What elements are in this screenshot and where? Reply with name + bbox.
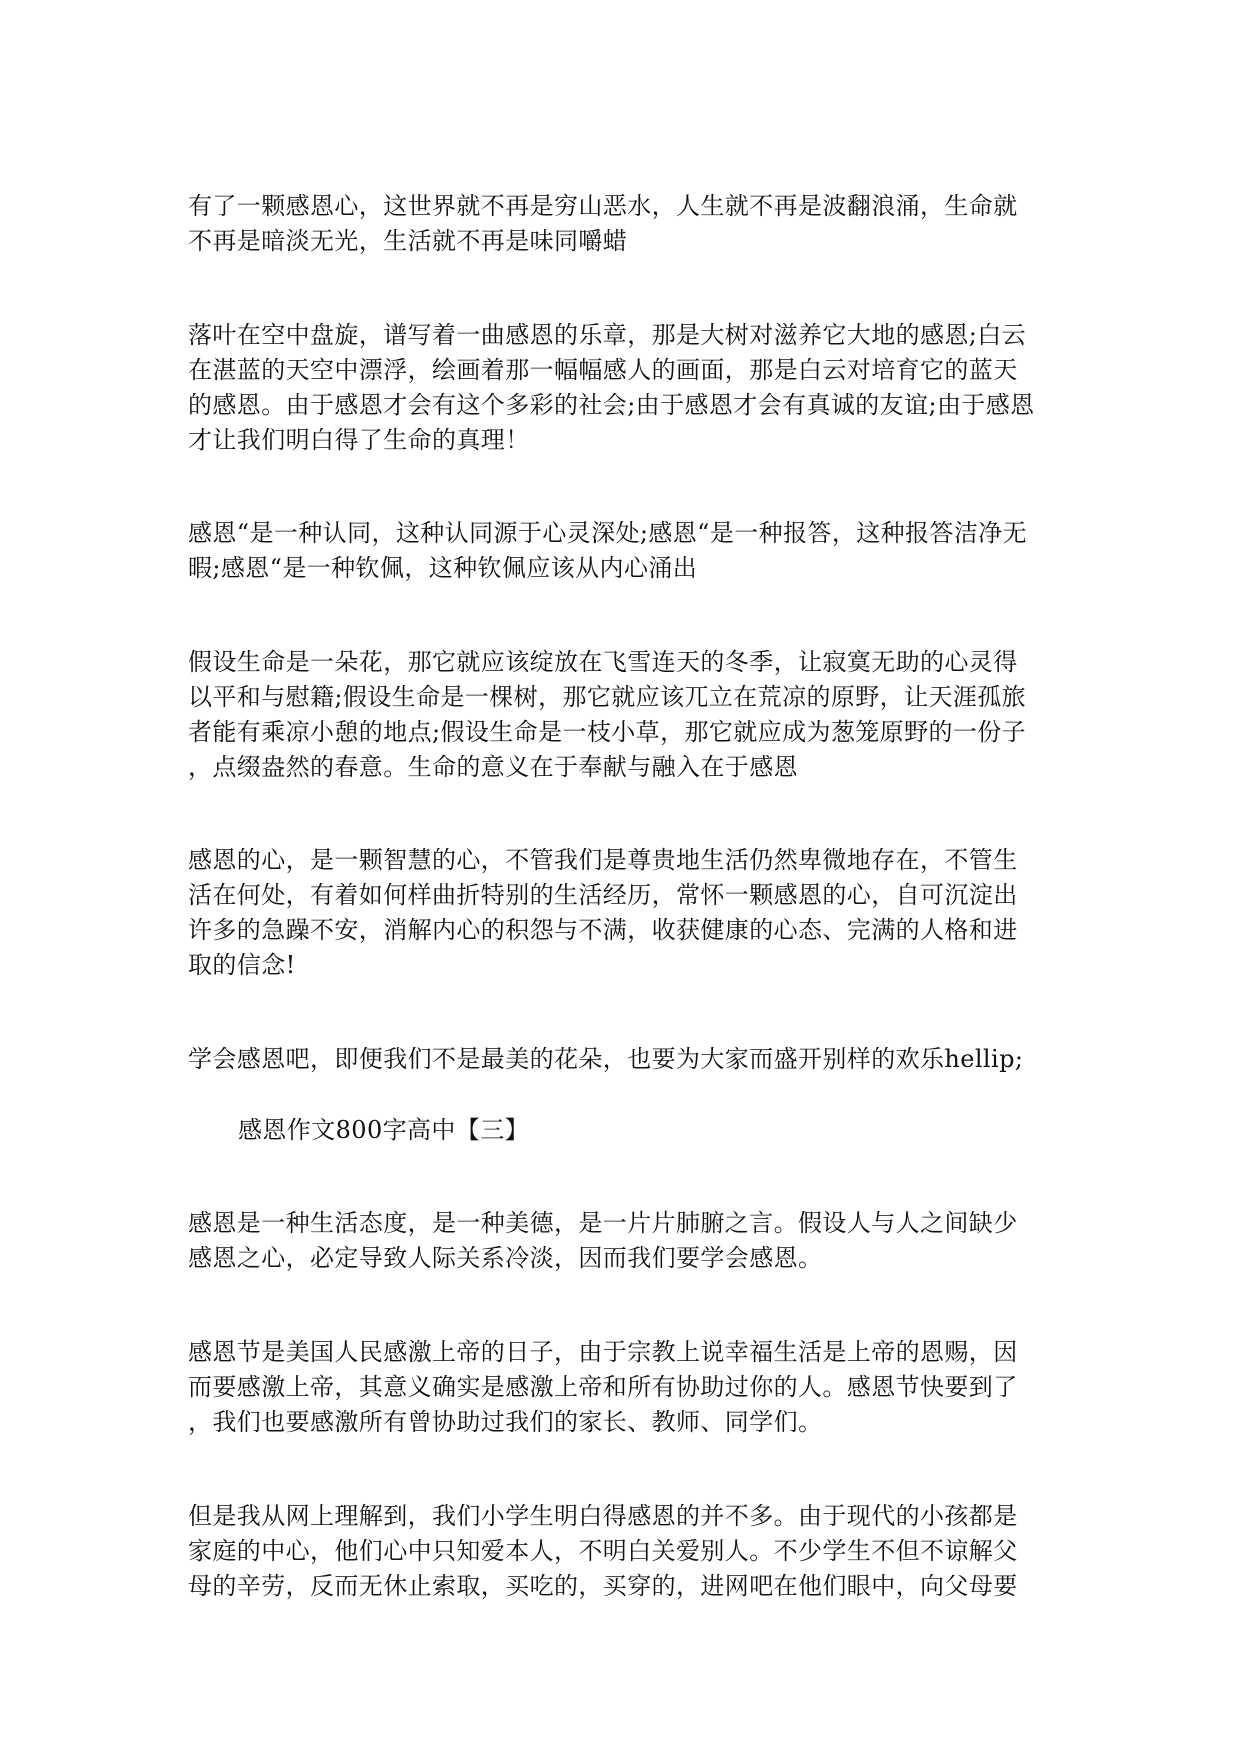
paragraph-falling-leaves [188, 318, 1068, 458]
paragraph-gratitude-definition [188, 516, 1068, 586]
text-line: 有了一颗感恩心，这世界就不再是穷山恶水，人生就不再是波翻浪涌，生命就 [188, 192, 1018, 220]
text-line: ，我们也要感激所有曾协助过我们的家长、教师、同学们。 [188, 1408, 823, 1436]
text-line: 才让我们明白得了生命的真理！ [188, 426, 530, 454]
text-line: 母的辛劳，反而无休止索取，买吃的，买穿的，进网吧在他们眼中，向父母要 [188, 1572, 1018, 1600]
text-line: 以平和与慰籍;假设生命是一棵树，那它就应该兀立在荒凉的原野，让天涯孤旅 [188, 683, 1027, 711]
paragraph-wise-heart [188, 843, 1068, 983]
section-heading: 感恩作文800字高中【三】 [238, 1116, 530, 1144]
paragraph-if-life-is-flower [188, 645, 1068, 785]
text-line: 家庭的中心，他们心中只知爱本人，不明白关爱别人。不少学生不但不谅解父 [188, 1537, 1018, 1565]
text-line: 在湛蓝的天空中漂浮，绘画着那一幅幅感人的画面，那是白云对培育它的蓝天 [188, 356, 1018, 384]
text-line: 许多的急躁不安，消解内心的积怨与不满，收获健康的心态、完满的人格和进 [188, 916, 1018, 944]
paragraph-learn-gratitude [188, 1042, 1068, 1077]
paragraph-thanksgiving [188, 1335, 1068, 1440]
text-line: ，点缀盎然的春意。生命的意义在于奉献与融入在于感恩 [188, 753, 798, 781]
text-line: 但是我从网上理解到，我们小学生明白得感恩的并不多。由于现代的小孩都是 [188, 1502, 1018, 1530]
text-line: 暇;感恩“是一种钦佩，这种钦佩应该从内心涌出 [188, 554, 698, 582]
text-line: 不再是暗淡无光，生活就不再是味同嚼蜡 [188, 227, 628, 255]
text-line: 感恩之心，必定导致人际关系冷淡，因而我们要学会感恩。 [188, 1244, 823, 1272]
text-line: 感恩是一种生活态度，是一种美德，是一片片肺腑之言。假设人与人之间缺少 [188, 1209, 1018, 1237]
text-line: 活在何处，有着如何样曲折特别的生活经历，常怀一颗感恩的心，自可沉淀出 [188, 881, 1018, 909]
text-line: 感恩节是美国人民感激上帝的日子，由于宗教上说幸福生活是上帝的恩赐，因 [188, 1338, 1018, 1366]
text-line: 者能有乘凉小憩的地点;假设生命是一枝小草，那它就应成为葱笼原野的一份子 [188, 718, 1027, 746]
text-line: 的感恩。由于感恩才会有这个多彩的社会;由于感恩才会有真诚的友谊;由于感恩 [188, 391, 1035, 419]
text-line: 取的信念! [188, 951, 296, 979]
paragraph-life-attitude [188, 1206, 1068, 1276]
text-line: 感恩的心，是一颗智慧的心，不管我们是尊贵地生活仍然卑微地存在，不管生 [188, 846, 1018, 874]
paragraph-online-learned [188, 1499, 1068, 1604]
text-line: 感恩“是一种认同，这种认同源于心灵深处;感恩“是一种报答，这种报答洁净无 [188, 519, 1028, 547]
paragraph-grateful-heart [188, 189, 1068, 259]
text-line: 而要感激上帝，其意义确实是感激上帝和所有协助过你的人。感恩节快要到了 [188, 1373, 1018, 1401]
text-line: 落叶在空中盘旋，谱写着一曲感恩的乐章，那是大树对滋养它大地的感恩;白云 [188, 321, 1027, 349]
text-line: 学会感恩吧，即便我们不是最美的花朵，也要为大家而盛开别样的欢乐hellip; [188, 1045, 1024, 1073]
text-line: 假设生命是一朵花，那它就应该绽放在飞雪连天的冬季，让寂寞无助的心灵得 [188, 648, 1018, 676]
